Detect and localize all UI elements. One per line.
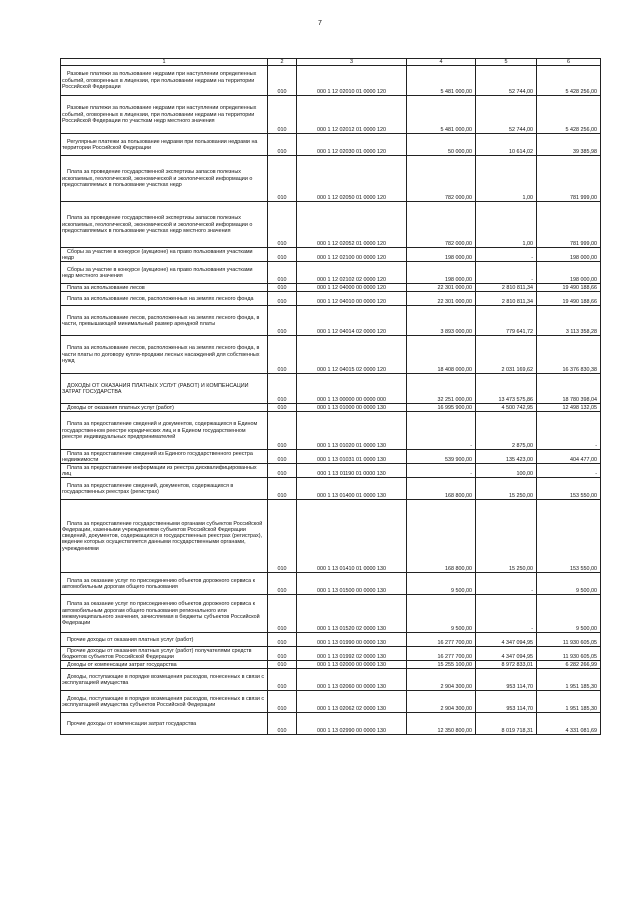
table-row (61, 412, 601, 450)
row-income-code: 000 1 13 01500 00 0000 130 (297, 573, 407, 595)
table-row (61, 306, 601, 336)
row-unexecuted: 198 000,00 (537, 262, 601, 284)
row-line-code: 010 (268, 248, 297, 262)
col-header-3: 3 (297, 59, 407, 66)
row-unexecuted: 12 498 132,05 (537, 404, 601, 412)
row-executed: 4 347 094,95 (476, 647, 537, 661)
row-executed: 15 250,00 (476, 478, 537, 500)
table-row (61, 633, 601, 647)
row-executed: 2 810 811,34 (476, 284, 537, 292)
row-executed: - (476, 248, 537, 262)
row-name: Прочие доходы от оказания платных услуг (работ) (61, 633, 268, 647)
row-line-code: 010 (268, 262, 297, 284)
row-line-code: 010 (268, 713, 297, 735)
row-name: Плата за использование лесов, расположенных на землях лесного фонда, в части платы по договору купли-продажи лесных насаждений для собственных нужд (61, 336, 268, 374)
row-executed: 1,00 (476, 156, 537, 202)
table-row (61, 156, 601, 202)
table-row (61, 202, 601, 248)
row-unexecuted: 3 113 358,28 (537, 306, 601, 336)
row-line-code: 010 (268, 595, 297, 633)
table-row (61, 500, 601, 573)
row-line-code: 010 (268, 464, 297, 478)
row-approved: 539 900,00 (407, 450, 476, 464)
row-line-code: 010 (268, 412, 297, 450)
row-name: Регулярные платежи за пользование недрами при пользовании недрами на территории Российской Федерации (61, 134, 268, 156)
col-header-6: 6 (537, 59, 601, 66)
table-row (61, 404, 601, 412)
row-income-code: 000 1 12 02010 01 0000 120 (297, 66, 407, 96)
row-line-code: 010 (268, 134, 297, 156)
row-approved: 198 000,00 (407, 262, 476, 284)
row-name: Плата за использование лесов, расположенных на землях лесного фонда, в части, превышающей минимальный размер арендной платы (61, 306, 268, 336)
row-unexecuted: 6 282 266,99 (537, 661, 601, 669)
row-approved: 9 500,00 (407, 595, 476, 633)
row-unexecuted: 1 951 185,30 (537, 669, 601, 691)
row-approved: 16 277 700,00 (407, 633, 476, 647)
row-approved: 5 481 000,00 (407, 96, 476, 134)
row-approved: 198 000,00 (407, 248, 476, 262)
row-income-code: 000 1 13 00000 00 0000 000 (297, 374, 407, 404)
row-unexecuted: 18 780 398,04 (537, 374, 601, 404)
row-unexecuted: 19 490 188,66 (537, 292, 601, 306)
row-executed: 2 810 811,34 (476, 292, 537, 306)
row-name: Прочие доходы от компенсации затрат государства (61, 713, 268, 735)
table-row (61, 262, 601, 284)
table-row (61, 573, 601, 595)
table-row (61, 248, 601, 262)
row-line-code: 010 (268, 450, 297, 464)
row-approved: 15 255 100,00 (407, 661, 476, 669)
row-unexecuted: 5 428 256,00 (537, 66, 601, 96)
row-line-code: 010 (268, 66, 297, 96)
row-line-code: 010 (268, 336, 297, 374)
table-row (61, 464, 601, 478)
row-unexecuted: 404 477,00 (537, 450, 601, 464)
row-approved: - (407, 412, 476, 450)
row-approved: 2 904 300,00 (407, 669, 476, 691)
row-unexecuted: 39 385,98 (537, 134, 601, 156)
row-income-code: 000 1 12 02100 00 0000 120 (297, 248, 407, 262)
table-row (61, 713, 601, 735)
row-executed: - (476, 262, 537, 284)
row-name: Плата за предоставление сведений и документов, содержащихся в Едином государственном реестре юридических лиц и в Едином государственном реестре индивидуальных предпринимателей (61, 412, 268, 450)
col-header-4: 4 (407, 59, 476, 66)
row-line-code: 010 (268, 500, 297, 573)
row-name: ДОХОДЫ ОТ ОКАЗАНИЯ ПЛАТНЫХ УСЛУГ (РАБОТ) И КОМПЕНСАЦИИ ЗАТРАТ ГОСУДАРСТВА (61, 374, 268, 404)
row-name: Разовые платежи за пользование недрами при наступлении определенных событий, оговоренных в лицензии, при пользовании недрами на территории Российской Федерации (61, 66, 268, 96)
row-income-code: 000 1 13 01990 00 0000 130 (297, 633, 407, 647)
row-line-code: 010 (268, 669, 297, 691)
row-income-code: 000 1 13 02990 00 0000 130 (297, 713, 407, 735)
row-line-code: 010 (268, 306, 297, 336)
table-row (61, 669, 601, 691)
row-unexecuted: 153 550,00 (537, 500, 601, 573)
table-row (61, 374, 601, 404)
row-name: Плата за предоставление сведений из Единого государственного реестра недвижимости (61, 450, 268, 464)
row-unexecuted: 9 500,00 (537, 573, 601, 595)
row-executed: - (476, 595, 537, 633)
header-row (61, 59, 601, 66)
row-approved: 22 301 000,00 (407, 284, 476, 292)
table-row (61, 284, 601, 292)
row-approved: 16 277 700,00 (407, 647, 476, 661)
income-table (60, 58, 601, 735)
row-approved: 12 350 800,00 (407, 713, 476, 735)
row-unexecuted: 198 000,00 (537, 248, 601, 262)
row-approved: 32 251 000,00 (407, 374, 476, 404)
row-name: Плата за использование лесов (61, 284, 268, 292)
row-unexecuted: 9 500,00 (537, 595, 601, 633)
row-income-code: 000 1 13 02060 00 0000 130 (297, 669, 407, 691)
row-executed: 779 641,72 (476, 306, 537, 336)
row-income-code: 000 1 12 02052 01 0000 120 (297, 202, 407, 248)
row-income-code: 000 1 12 04015 02 0000 120 (297, 336, 407, 374)
col-header-2: 2 (268, 59, 297, 66)
table-row (61, 691, 601, 713)
row-approved: 50 000,00 (407, 134, 476, 156)
row-executed: 52 744,00 (476, 96, 537, 134)
row-name: Доходы, поступающие в порядке возмещения расходов, понесенных в связи с эксплуатацией имущества (61, 669, 268, 691)
row-income-code: 000 1 13 01020 01 0000 130 (297, 412, 407, 450)
row-income-code: 000 1 13 01400 01 0000 130 (297, 478, 407, 500)
table-row (61, 647, 601, 661)
row-approved: 9 500,00 (407, 573, 476, 595)
row-executed: 8 972 833,01 (476, 661, 537, 669)
row-name: Плата за оказание услуг по присоединению объектов дорожного сервиса к автомобильным дорогам общего пользования регионального или межмуниципального значения, зачисляемая в бюджеты субъектов Российской Федерации (61, 595, 268, 633)
row-line-code: 010 (268, 202, 297, 248)
row-line-code: 010 (268, 156, 297, 202)
row-executed: 4 347 094,95 (476, 633, 537, 647)
row-line-code: 010 (268, 661, 297, 669)
row-approved: 782 000,00 (407, 202, 476, 248)
row-unexecuted: 781 999,00 (537, 202, 601, 248)
row-approved: 3 893 000,00 (407, 306, 476, 336)
row-executed: 10 614,02 (476, 134, 537, 156)
row-income-code: 000 1 12 02012 01 0000 120 (297, 96, 407, 134)
row-executed: 135 423,00 (476, 450, 537, 464)
table-row (61, 134, 601, 156)
row-unexecuted: 11 930 605,05 (537, 633, 601, 647)
row-approved: - (407, 464, 476, 478)
row-income-code: 000 1 12 04000 00 0000 120 (297, 284, 407, 292)
row-income-code: 000 1 13 01410 01 0000 130 (297, 500, 407, 573)
row-name: Доходы, поступающие в порядке возмещения расходов, понесенных в связи с эксплуатацией имущества субъектов Российской Федерации (61, 691, 268, 713)
table-row (61, 336, 601, 374)
row-income-code: 000 1 13 01992 02 0000 130 (297, 647, 407, 661)
row-line-code: 010 (268, 284, 297, 292)
row-unexecuted: 11 930 605,05 (537, 647, 601, 661)
table-row (61, 96, 601, 134)
table-row (61, 478, 601, 500)
row-executed: - (476, 573, 537, 595)
row-approved: 5 481 000,00 (407, 66, 476, 96)
row-executed: 953 114,70 (476, 669, 537, 691)
col-header-5: 5 (476, 59, 537, 66)
row-approved: 22 301 000,00 (407, 292, 476, 306)
row-line-code: 010 (268, 292, 297, 306)
row-income-code: 000 1 12 02050 01 0000 120 (297, 156, 407, 202)
row-executed: 4 500 742,95 (476, 404, 537, 412)
row-unexecuted: 16 376 830,38 (537, 336, 601, 374)
table-row (61, 450, 601, 464)
row-line-code: 010 (268, 96, 297, 134)
table-row (61, 661, 601, 669)
row-unexecuted: 5 428 256,00 (537, 96, 601, 134)
row-income-code: 000 1 13 01000 00 0000 130 (297, 404, 407, 412)
row-unexecuted: 4 331 081,69 (537, 713, 601, 735)
row-income-code: 000 1 13 01031 01 0000 130 (297, 450, 407, 464)
row-line-code: 010 (268, 573, 297, 595)
row-income-code: 000 1 13 02062 02 0000 130 (297, 691, 407, 713)
row-name: Разовые платежи за пользование недрами при наступлении определенных событий, оговоренных в лицензии, при пользовании недрами на территории Российской Федерации по участкам недр местного значения (61, 96, 268, 134)
table-row (61, 66, 601, 96)
row-unexecuted: 781 999,00 (537, 156, 601, 202)
row-line-code: 010 (268, 404, 297, 412)
row-income-code: 000 1 13 01520 02 0000 130 (297, 595, 407, 633)
row-line-code: 010 (268, 691, 297, 713)
row-approved: 168 800,00 (407, 500, 476, 573)
row-name: Сборы за участие в конкурсе (аукционе) на право пользования участками недр местного значения (61, 262, 268, 284)
row-line-code: 010 (268, 633, 297, 647)
row-unexecuted: 19 490 188,66 (537, 284, 601, 292)
row-name: Доходы от оказания платных услуг (работ) (61, 404, 268, 412)
table-row (61, 292, 601, 306)
row-name: Плата за проведение государственной экспертизы запасов полезных ископаемых, геологической, экономической и экологической информации о предоставляемых в пользование участках недр (61, 156, 268, 202)
row-approved: 2 904 300,00 (407, 691, 476, 713)
row-income-code: 000 1 12 02030 01 0000 120 (297, 134, 407, 156)
row-name: Плата за предоставление сведений, документов, содержащихся в государственных реестрах (регистрах) (61, 478, 268, 500)
row-unexecuted: 153 550,00 (537, 478, 601, 500)
row-name: Прочие доходы от оказания платных услуг (работ) получателями средств бюджетов субъектов Российской Федерации (61, 647, 268, 661)
row-line-code: 010 (268, 478, 297, 500)
row-executed: 2 031 169,62 (476, 336, 537, 374)
row-income-code: 000 1 12 04014 02 0000 120 (297, 306, 407, 336)
row-income-code: 000 1 13 01190 01 0000 130 (297, 464, 407, 478)
table-row (61, 595, 601, 633)
row-income-code: 000 1 12 02102 02 0000 120 (297, 262, 407, 284)
row-executed: 1,00 (476, 202, 537, 248)
row-line-code: 010 (268, 374, 297, 404)
row-name: Плата за проведение государственной экспертизы запасов полезных ископаемых, геологической, экономической и экологической информации о предоставляемых в пользование участках недр местного значения (61, 202, 268, 248)
row-name: Плата за оказание услуг по присоединению объектов дорожного сервиса к автомобильным дорогам общего пользования (61, 573, 268, 595)
row-executed: 2 875,00 (476, 412, 537, 450)
page-number: 7 (318, 20, 322, 27)
row-income-code: 000 1 12 04010 00 0000 120 (297, 292, 407, 306)
row-executed: 13 473 575,86 (476, 374, 537, 404)
row-name: Плата за предоставление государственными органами субъектов Российской Федерации, казенными учреждениями субъектов Российской Федерации сведений, документов, содержащихся в государственных реестрах (регистрах), ведение которых осуществляется данными государственными органами, учреждениями (61, 500, 268, 573)
row-line-code: 010 (268, 647, 297, 661)
row-approved: 16 995 900,00 (407, 404, 476, 412)
row-executed: 8 019 718,31 (476, 713, 537, 735)
row-executed: 15 250,00 (476, 500, 537, 573)
row-name: Сборы за участие в конкурсе (аукционе) на право пользования участками недр (61, 248, 268, 262)
row-approved: 168 800,00 (407, 478, 476, 500)
row-unexecuted: - (537, 464, 601, 478)
row-approved: 18 408 000,00 (407, 336, 476, 374)
row-name: Плата за предоставление информации из реестра дисквалифицированных лиц (61, 464, 268, 478)
row-executed: 100,00 (476, 464, 537, 478)
row-executed: 52 744,00 (476, 66, 537, 96)
row-unexecuted: - (537, 412, 601, 450)
col-header-1: 1 (61, 59, 268, 66)
row-name: Плата за использование лесов, расположенных на землях лесного фонда (61, 292, 268, 306)
row-income-code: 000 1 13 02000 00 0000 130 (297, 661, 407, 669)
row-unexecuted: 1 951 185,30 (537, 691, 601, 713)
row-approved: 782 000,00 (407, 156, 476, 202)
row-name: Доходы от компенсации затрат государства (61, 661, 268, 669)
row-executed: 953 114,70 (476, 691, 537, 713)
